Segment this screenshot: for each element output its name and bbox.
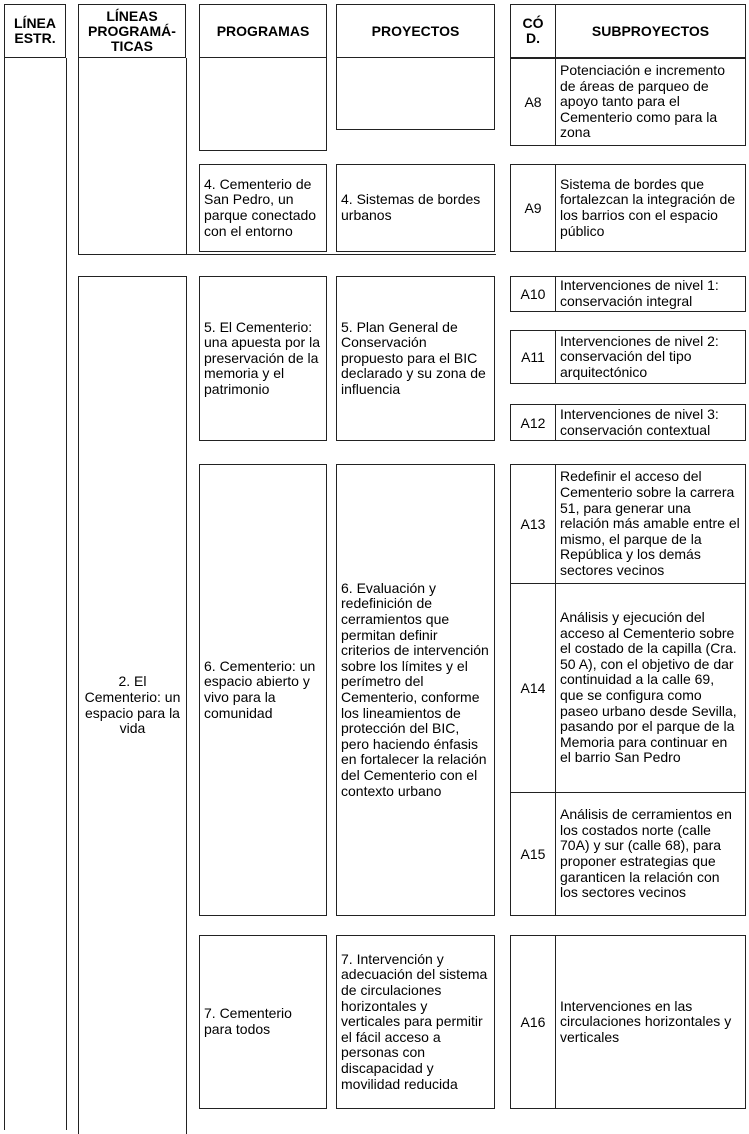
codigo-a12: A12 — [510, 404, 556, 441]
codigo-a13: A13 — [510, 464, 556, 584]
codigo-a14: A14 — [510, 583, 556, 793]
proyecto-5: 5. Plan General de Conservación propuesto para el BIC declarado y su zona de influencia — [336, 276, 495, 441]
programa-6: 6. Cementerio: un espacio abierto y vivo para la comunidad — [199, 464, 327, 916]
programa-5: 5. El Cementerio: una apuesta por la preservación de la memoria y el patrimonio — [199, 276, 327, 441]
header-linea-estrategica: LÍNEA ESTR. — [4, 4, 66, 58]
header-lineas-programaticas: LÍNEAS PROGRAMÁ-TICAS — [78, 4, 186, 58]
linea-column-right-border — [66, 58, 67, 1130]
header-programas: PROGRAMAS — [199, 4, 327, 58]
programa-4: 4. Cementerio de San Pedro, un parque conectado con el entorno — [199, 164, 327, 252]
subproyecto-a11: Intervenciones de nivel 2: conservación del tipo arquitectónico — [555, 330, 746, 384]
programa-continuation-cell — [199, 58, 327, 151]
header-subproyectos: SUBPROYECTOS — [555, 4, 746, 58]
codigo-a8: A8 — [510, 58, 556, 146]
linea-programatica-2: 2. El Cementerio: un espacio para la vida — [78, 276, 187, 1134]
subproyecto-a9: Sistema de bordes que fortalezcan la integración de los barrios con el espacio público — [555, 164, 746, 252]
subproyecto-a8: Potenciación e incremento de áreas de parqueo de apoyo tanto para el Cementerio como para la zona — [555, 58, 746, 146]
section-divider-line — [78, 254, 496, 255]
codigo-a9: A9 — [510, 164, 556, 252]
header-proyectos: PROYECTOS — [336, 4, 495, 58]
proyecto-4: 4. Sistemas de bordes urbanos — [336, 164, 495, 252]
lineas-top-right-border — [186, 58, 187, 254]
subproyecto-a12: Intervenciones de nivel 3: conservación contextual — [555, 404, 746, 441]
proyecto-continuation-cell — [336, 58, 495, 130]
subproyecto-a10: Intervenciones de nivel 1: conservación integral — [555, 276, 746, 312]
subproyecto-a15: Análisis de cerramientos en los costados norte (calle 70A) y sur (calle 68), para proponer estrategias que garanticen la relación con los sectores vecinos — [555, 792, 746, 916]
proyecto-7: 7. Intervención y adecuación del sistema de circulaciones horizontales y verticales para permitir el fácil acceso a personas con discapacidad y movilidad reducida — [336, 935, 495, 1109]
codigo-a16: A16 — [510, 935, 556, 1109]
header-codigo: CÓ D. — [510, 4, 556, 58]
linea-column-left-border — [4, 58, 5, 1130]
subproyecto-a13: Redefinir el acceso del Cementerio sobre la carrera 51, para generar una relación más amable entre el mismo, el parque de la República y los demás sectores vecinos — [555, 464, 746, 584]
subproyecto-a16: Intervenciones en las circulaciones horizontales y verticales — [555, 935, 746, 1109]
codigo-a11: A11 — [510, 330, 556, 384]
codigo-a15: A15 — [510, 792, 556, 916]
programa-7: 7. Cementerio para todos — [199, 935, 327, 1109]
subproyecto-a14: Análisis y ejecución del acceso al Cementerio sobre el costado de la capilla (Cra. 50 A), con el objetivo de dar continuidad a la calle 69, que se configura como paseo urbano desde Sevilla, pasando por el parque de la Memoria para continuar en el barrio San Pedro — [555, 583, 746, 793]
lineas-top-left-border — [78, 58, 79, 254]
codigo-a10: A10 — [510, 276, 556, 312]
proyecto-6: 6. Evaluación y redefinición de cerramientos que permitan definir criterios de intervención sobre los límites y el perímetro del Cementerio, conforme los lineamientos de protección del BIC, pero haciendo énfasis en fortalecer la relación del Cementerio con el contexto urbano — [336, 464, 495, 916]
